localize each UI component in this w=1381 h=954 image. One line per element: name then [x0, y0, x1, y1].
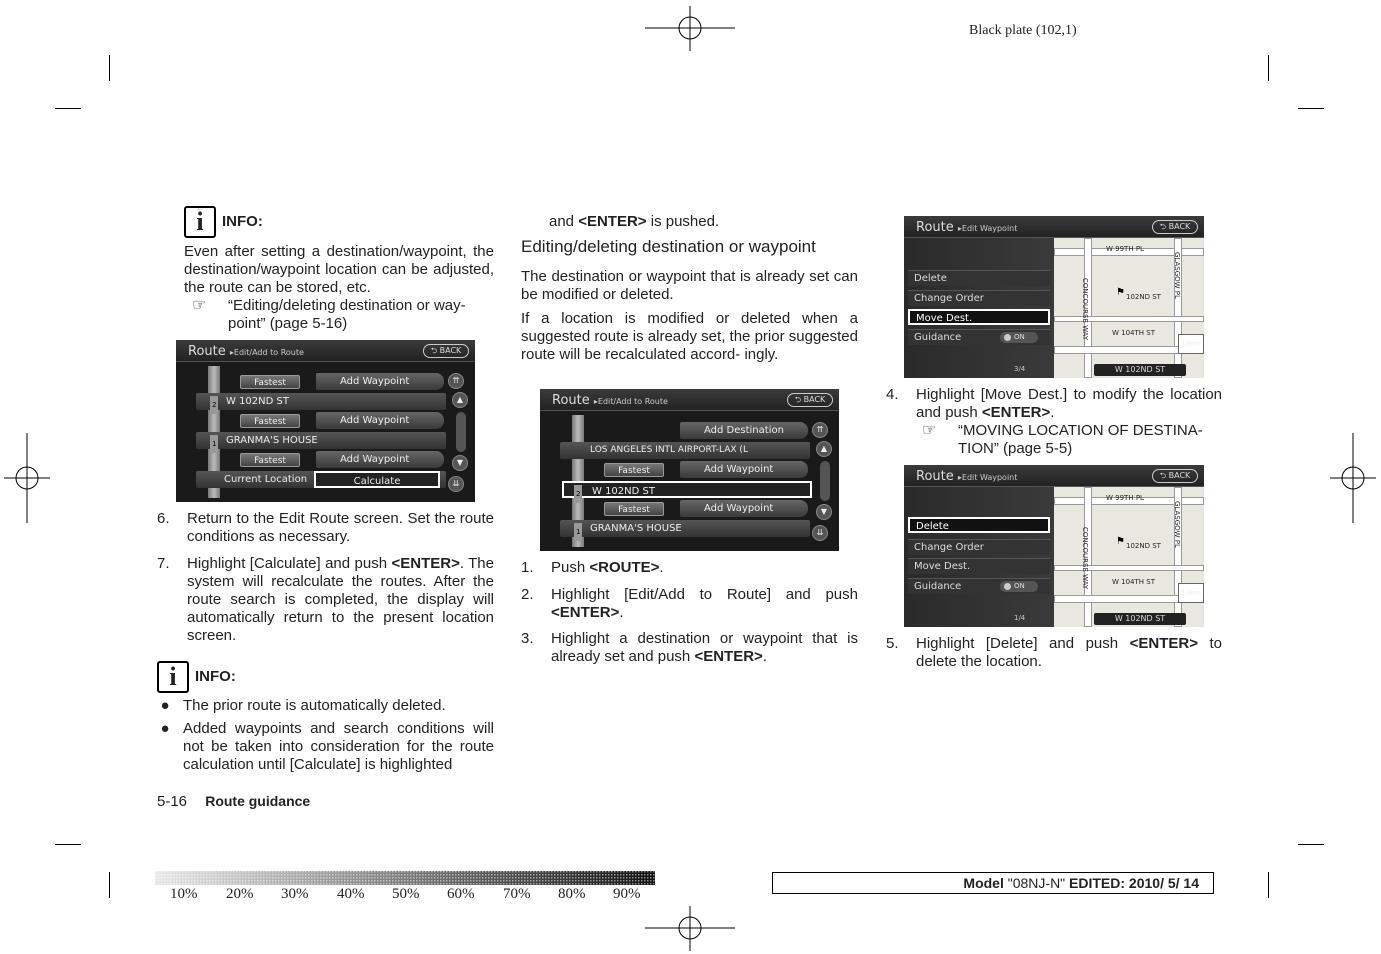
info-title: INFO:: [195, 668, 236, 685]
model-code: "08NJ-N": [1007, 875, 1066, 891]
waypoint-number: 2: [574, 485, 582, 503]
fastest-button[interactable]: Fastest: [240, 453, 300, 467]
menu-change-order[interactable]: Change Order: [908, 539, 1050, 555]
waypoint-flag-icon: ⚑: [1116, 536, 1125, 547]
screen-title: Route: [188, 344, 226, 359]
add-waypoint-button[interactable]: Add Waypoint: [316, 373, 444, 390]
page-indicator: 1/4: [1014, 614, 1026, 622]
destination-row[interactable]: [560, 442, 810, 459]
scroll-top-button[interactable]: ⇈: [812, 422, 828, 438]
percent-label: 50%: [392, 886, 420, 902]
map-label: GLASGOW PL: [1173, 252, 1181, 299]
pointing-hand-icon: ☞: [922, 422, 937, 439]
current-street: W 102ND ST: [1094, 613, 1186, 625]
step-5: 5. Highlight [Delete] and push <ENTER> to delete the location.: [886, 635, 1222, 670]
current-location-label: Current Location: [224, 474, 308, 485]
registration-mark-top: [645, 6, 735, 51]
map-label: 102ND ST: [1126, 542, 1161, 550]
screen-title: Route: [916, 469, 954, 484]
percent-label: 30%: [281, 886, 309, 902]
scroll-up-button[interactable]: ▲: [452, 392, 468, 408]
map-label: CONCOURSE WAY: [1081, 278, 1089, 341]
plate-label: Black plate (102,1): [969, 23, 1077, 38]
reference-text: “MOVING LOCATION OF DESTINA- TION” (page 5-5): [958, 422, 1203, 457]
menu-guidance[interactable]: Guidance ON: [908, 329, 1050, 345]
menu-move-dest[interactable]: Move Dest.: [908, 558, 1050, 574]
registration-mark-bottom: [645, 906, 735, 951]
scroll-up-button[interactable]: ▲: [816, 441, 832, 457]
nav-screen-edit-route-2: [540, 389, 839, 551]
map-view[interactable]: [1054, 238, 1204, 378]
fastest-button[interactable]: Fastest: [240, 375, 300, 389]
percent-label: 20%: [226, 886, 254, 902]
percent-label: 80%: [558, 886, 586, 902]
info-text-1: Even after setting a destination/waypoint, the destination/waypoint location can be adjusted, the route can be stored, etc.: [184, 243, 494, 296]
add-waypoint-button[interactable]: Add Waypoint: [316, 412, 444, 429]
guidance-toggle[interactable]: ON: [1000, 581, 1038, 592]
page-number: 5-16: [157, 793, 188, 810]
page-indicator: 3/4: [1014, 365, 1026, 373]
step-3: 3. Highlight a destination or waypoint that is already set and push <ENTER>.: [521, 630, 858, 665]
info-icon: i: [157, 661, 189, 693]
menu-change-order[interactable]: Change Order: [908, 290, 1050, 306]
scroll-top-button[interactable]: ⇈: [448, 373, 464, 389]
route-point-name: GRANMA'S HOUSE: [226, 435, 318, 446]
cross-reference-1: [192, 297, 494, 333]
model-info-box: Model "08NJ-N" EDITED: 2010/ 5/ 14: [772, 872, 1214, 894]
route-point-row[interactable]: [560, 520, 810, 537]
step-1: 1. Push <ROUTE>.: [521, 559, 664, 576]
edited-date: EDITED: 2010/ 5/ 14: [1065, 875, 1199, 891]
cross-reference-2: [922, 422, 1222, 458]
route-point-row[interactable]: [196, 432, 446, 449]
percent-label: 70%: [503, 886, 531, 902]
registration-mark-left: [4, 433, 50, 523]
waypoint-number: 1: [210, 435, 218, 453]
section-heading: Editing/deleting destination or waypoint: [521, 237, 816, 256]
route-point-row-selected[interactable]: [562, 481, 812, 498]
map-label: 102ND ST: [1126, 293, 1161, 301]
map-label: W 99TH PL: [1106, 245, 1144, 253]
menu-delete[interactable]: Delete: [908, 270, 1050, 286]
back-button[interactable]: ⮌ BACK: [423, 344, 469, 358]
edit-menu: [904, 238, 1054, 378]
screen-title: Route: [916, 220, 954, 235]
calculate-button[interactable]: Calculate: [314, 471, 440, 488]
route-point-name: W 102ND ST: [226, 396, 289, 407]
fastest-button[interactable]: Fastest: [604, 502, 664, 516]
paragraph-2: If a location is modified or deleted when a suggested route is already set, the prior suggested route will be recalculated accord- ingly.: [521, 310, 858, 363]
map-view[interactable]: [1054, 487, 1204, 627]
info-icon: i: [184, 206, 216, 238]
nav-screen-edit-route-1: [176, 340, 475, 502]
edit-menu: [904, 487, 1054, 627]
step-6: 6. Return to the Edit Route screen. Set the route conditions as necessary.: [157, 510, 494, 545]
scroll-down-button[interactable]: ▼: [816, 504, 832, 520]
nav-screen-edit-waypoint-1: [904, 216, 1204, 378]
route-point-row[interactable]: [196, 393, 446, 410]
map-label: W 104TH ST: [1112, 329, 1155, 337]
menu-delete[interactable]: Delete: [908, 517, 1050, 533]
step-7: 7. Highlight [Calculate] and push <ENTER>. The system will recalculate the routes. After the route search is completed, the display will automatically return to the present location screen.: [157, 555, 494, 644]
info-title: INFO:: [222, 213, 263, 230]
percent-label: 60%: [447, 886, 475, 902]
add-waypoint-button[interactable]: Add Waypoint: [680, 500, 808, 517]
map-label: W 104TH ST: [1112, 578, 1155, 586]
density-ruler: [155, 871, 655, 885]
screen-subtitle: ▸Edit Waypoint: [957, 473, 1018, 482]
nav-screen-edit-waypoint-2: [904, 465, 1204, 627]
registration-mark-right: [1330, 433, 1376, 523]
scrollbar[interactable]: [820, 461, 830, 501]
screen-subtitle: ▸Edit/Add to Route: [593, 397, 668, 406]
current-street: W 102ND ST: [1094, 364, 1186, 376]
waypoint-number: 2: [210, 396, 218, 414]
percent-label: 40%: [337, 886, 365, 902]
screen-subtitle: ▸Edit/Add to Route: [229, 348, 304, 357]
continued-text: and <ENTER> is pushed.: [549, 213, 720, 230]
map-label: W 99TH PL: [1106, 494, 1144, 502]
menu-move-dest[interactable]: Move Dest.: [908, 309, 1050, 325]
section-name: Route guidance: [205, 793, 311, 809]
add-waypoint-button[interactable]: Add Waypoint: [680, 461, 808, 478]
page-footer: [157, 792, 310, 811]
menu-guidance[interactable]: Guidance ON: [908, 578, 1050, 594]
info-box-1: [184, 206, 494, 238]
waypoint-number: 1: [574, 523, 582, 541]
bullet-1: ● The prior route is automatically deleted.: [160, 697, 446, 714]
fastest-button[interactable]: Fastest: [604, 463, 664, 477]
map-scale[interactable]: 1/8mi: [1178, 334, 1204, 354]
map-label: CONCOURSE WAY: [1081, 527, 1089, 590]
reference-text: “Editing/deleting destination or way- point” (page 5-16): [228, 297, 466, 332]
add-waypoint-button[interactable]: Add Waypoint: [316, 451, 444, 468]
step-4: 4. Highlight [Move Dest.] to modify the location and push <ENTER>.: [886, 386, 1222, 421]
percent-label: 10%: [170, 886, 198, 902]
scroll-bottom-button[interactable]: ⇊: [812, 525, 828, 541]
waypoint-flag-icon: ⚑: [1116, 287, 1125, 298]
scroll-down-button[interactable]: ▼: [452, 455, 468, 471]
scrollbar[interactable]: [456, 412, 466, 452]
bullet-2: ● Added waypoints and search conditions will not be taken into consideration for the route calculation until [Calculate] is highlighted: [160, 720, 494, 773]
screen-title: Route: [552, 393, 590, 408]
pointing-hand-icon: ☞: [192, 297, 207, 314]
screen-subtitle: ▸Edit Waypoint: [957, 224, 1018, 233]
map-label: GLASGOW PL: [1173, 501, 1181, 548]
back-button[interactable]: ⮌ BACK: [787, 393, 833, 407]
map-scale[interactable]: 1/8mi: [1178, 583, 1204, 603]
info-box-2: [157, 661, 494, 693]
back-button[interactable]: ⮌ BACK: [1152, 220, 1198, 234]
route-point-name: GRANMA'S HOUSE: [590, 523, 682, 534]
scroll-bottom-button[interactable]: ⇊: [448, 476, 464, 492]
fastest-button[interactable]: Fastest: [240, 414, 300, 428]
destination-name: LOS ANGELES INTL AIRPORT-LAX (L: [590, 445, 748, 455]
percent-label: 90%: [613, 886, 641, 902]
step-2: 2. Highlight [Edit/Add to Route] and push <ENTER>.: [521, 586, 858, 621]
back-button[interactable]: ⮌ BACK: [1152, 469, 1198, 483]
guidance-toggle[interactable]: ON: [1000, 332, 1038, 343]
paragraph-1: The destination or waypoint that is already set can be modified or deleted.: [521, 268, 858, 303]
route-point-name: W 102ND ST: [592, 486, 655, 497]
add-destination-button[interactable]: Add Destination: [680, 422, 808, 439]
